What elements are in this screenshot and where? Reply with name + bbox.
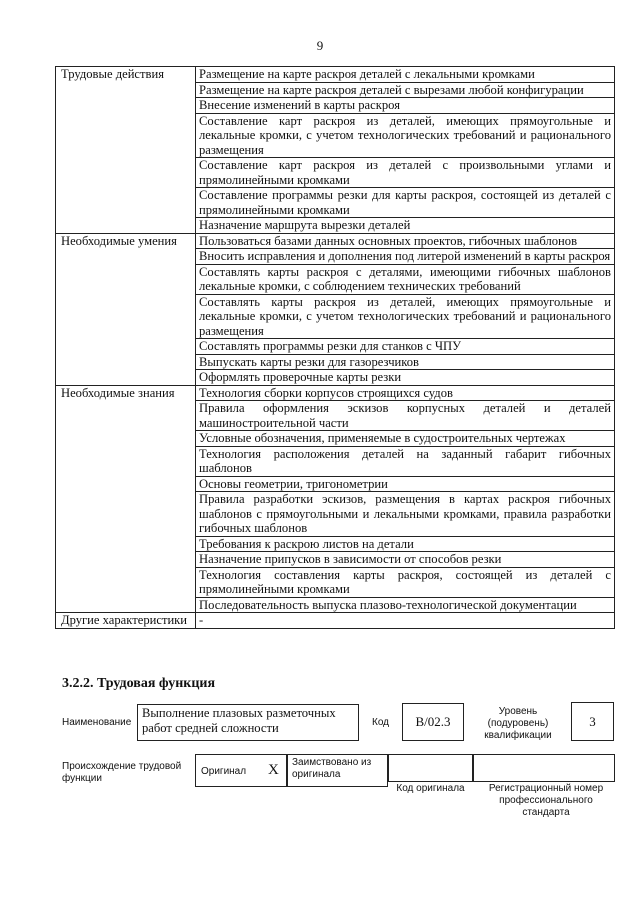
item-cell: Оформлять проверочные карты резки [196,370,615,386]
item-cell: Назначение маршрута вырезки деталей [196,218,615,234]
table-row [56,385,615,401]
item-cell: Размещение на карте раскроя деталей с вырезами любой конфигурации [196,82,615,98]
borrowed-label: Заимствовано из оригинала [292,757,372,780]
item-cell: Вносить исправления и дополнения под литерой изменений в карты раскроя [196,249,615,265]
item-cell: Составление карт раскроя из деталей, имеющих прямоугольные и лекальные кромки, с учетом технологических требований и рационального размещения [196,113,615,158]
code-original-label: Код оригинала [396,783,465,794]
item-cell: Составление программы резки для карты раскроя, состоящей из деталей с прямолинейными кромками [196,188,615,218]
category-cell: Необходимые знания [56,385,196,613]
item-cell: Требования к раскрою листов на детали [196,536,615,552]
name-value: Выполнение плазовых разметочных работ средней сложности [142,706,336,735]
item-cell: Правила разработки эскизов, размещения в картах раскроя гибочных шаблонов с прямоугольными и лекальными кромками, правила разработки гибочных шаблонов [196,492,615,537]
item-cell: Правила оформления эскизов корпусных деталей и деталей машиностроительной части [196,401,615,431]
item-cell: Основы геометрии, тригонометрии [196,476,615,492]
table-row [56,613,615,629]
level-label: Уровень (подуровень) квалификации [484,706,552,741]
item-cell: Условные обозначения, применяемые в судостроительных чертежах [196,431,615,447]
page-number: 9 [316,38,324,53]
item-cell: Размещение на карте раскроя деталей с лекальными кромками [196,67,615,83]
item-cell: Выпускать карты резки для газорезчиков [196,354,615,370]
item-cell: Последовательность выпуска плазово-технологической документации [196,597,615,613]
section-title: 3.2.2. Трудовая функция [62,676,216,691]
level-value: 3 [589,714,596,729]
origin-label: Происхождение трудовой функции [62,761,182,784]
item-cell: Составление карт раскроя из деталей с произвольными углами и прямолинейными кромками [196,158,615,188]
item-cell: Технология сборки корпусов строящихся судов [196,385,615,401]
item-cell: Пользоваться базами данных основных проектов, гибочных шаблонов [196,233,615,249]
item-cell: - [196,613,615,629]
table-row [56,233,615,249]
category-cell: Другие характеристики [56,613,196,629]
item-cell: Технология расположения деталей на заданный габарит гибочных шаблонов [196,446,615,476]
code-label: Код [372,717,390,728]
table-row [56,67,615,83]
category-cell: Трудовые действия [56,67,196,234]
competency-table [55,66,615,629]
name-label: Наименование [62,717,132,728]
item-cell: Назначение припусков в зависимости от способов резки [196,552,615,568]
reg-number-label: Регистрационный номер профессионального стандарта [488,783,604,818]
item-cell: Составлять карты раскроя с деталями, имеющими гибочных шаблонов лекальные кромки, с соблюдением технических требований [196,264,615,294]
item-cell: Составлять программы резки для станков с ЧПУ [196,339,615,355]
item-cell: Технология составления карты раскроя, состоящей из деталей с прямолинейными кромками [196,567,615,597]
reg-number-box [473,754,615,782]
category-cell: Необходимые умения [56,233,196,385]
original-label: Оригинал [201,766,247,777]
code-value: B/02.3 [415,714,451,729]
item-cell: Составлять карты раскроя из деталей, имеющих прямоугольные и лекальные кромки, с учетом технологических требований и рационального размещения [196,294,615,339]
item-cell: Внесение изменений в карты раскроя [196,98,615,114]
code-original-box [388,754,473,782]
original-mark: X [268,762,279,778]
